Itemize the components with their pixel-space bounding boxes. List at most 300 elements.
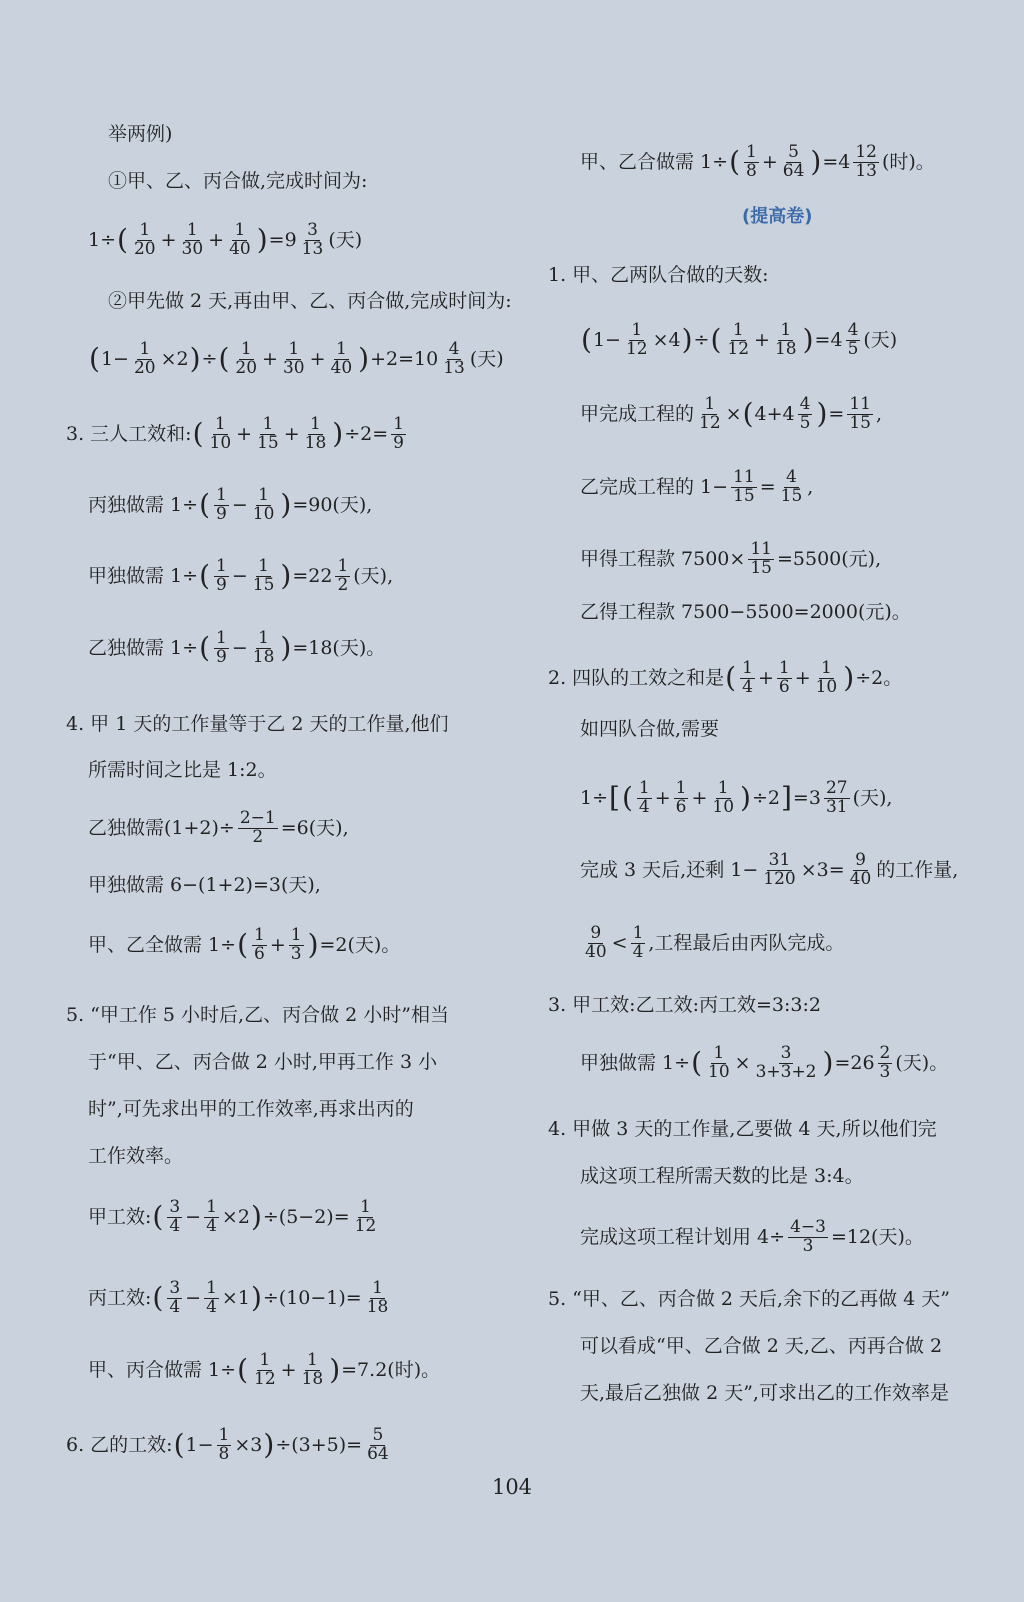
- bracket: ): [816, 397, 828, 431]
- bracket: ]: [780, 781, 792, 815]
- numerator: 1: [742, 658, 753, 678]
- denominator: 4: [638, 796, 650, 817]
- text: 完成 3 天后,还剩 1−: [580, 858, 759, 881]
- denominator: 30: [282, 357, 305, 378]
- fraction: [710, 780, 736, 817]
- text: 甲、乙合做需 1÷: [580, 150, 729, 173]
- bracket: ): [332, 417, 344, 451]
- formula-line: [548, 660, 902, 697]
- numerator: 1: [780, 320, 792, 340]
- denominator: 6: [254, 943, 265, 964]
- bracket: ): [307, 928, 319, 962]
- denominator: 9: [216, 503, 227, 524]
- fraction: [329, 341, 355, 378]
- fraction: [252, 927, 267, 964]
- fraction: [204, 1199, 219, 1236]
- text: =26: [834, 1051, 875, 1074]
- text: +: [794, 666, 811, 689]
- fraction: [180, 222, 206, 259]
- denominator: 3: [879, 1061, 891, 1082]
- text: ÷(10−1)=: [262, 1286, 362, 1309]
- text-line: [580, 720, 719, 739]
- numerator: 4: [448, 339, 460, 359]
- fraction: [744, 144, 759, 181]
- numerator: 1: [254, 925, 265, 945]
- fraction: [754, 1045, 819, 1082]
- text: 可以看成“甲、乙合做 2 天,乙、丙再合做 2: [580, 1335, 943, 1357]
- fraction: [214, 558, 229, 595]
- numerator: 1: [631, 320, 643, 340]
- formula-line: [88, 630, 385, 667]
- text: =3: [792, 786, 821, 809]
- paren: (: [117, 223, 128, 257]
- text: 1. 甲、乙两队合做的天数:: [548, 264, 769, 286]
- fraction: [674, 780, 689, 817]
- denominator: 12: [727, 338, 750, 359]
- denominator: 4: [169, 1215, 181, 1236]
- text: 甲得工程款 7500×: [580, 547, 746, 570]
- numerator: 1: [717, 778, 729, 798]
- text: 4+4: [754, 402, 795, 425]
- text: +: [208, 228, 225, 251]
- text-line: [580, 1384, 949, 1403]
- fraction: [788, 1219, 828, 1256]
- text-line: [548, 1120, 937, 1139]
- text: 乙独做需 1÷: [88, 636, 199, 659]
- formula-line: [88, 341, 504, 378]
- text: =4: [814, 328, 843, 351]
- text-line: [88, 1100, 414, 1119]
- numerator: 1: [675, 778, 687, 798]
- bracket: (: [581, 323, 592, 357]
- text: 3. 三人工效和:: [66, 422, 192, 445]
- text: 如四队合做,需要: [580, 718, 720, 740]
- text: ,: [875, 402, 882, 425]
- denominator: 20: [235, 357, 258, 378]
- text-line: [108, 125, 172, 144]
- text: ×2: [160, 347, 189, 370]
- fraction: [848, 852, 874, 889]
- text: ②甲先做 2 天,再由甲、乙、丙合做,完成时间为:: [108, 290, 512, 312]
- numerator: 1: [216, 628, 227, 648]
- denominator: 15: [849, 412, 871, 433]
- formula-line: [580, 925, 844, 962]
- text: 甲独做需 1÷: [580, 1051, 691, 1074]
- numerator: 1: [288, 339, 300, 359]
- numerator: 3: [780, 1043, 792, 1063]
- numerator: 3: [169, 1197, 181, 1217]
- formula-line: [580, 469, 813, 506]
- text: ÷2: [751, 786, 780, 809]
- bracket: (: [621, 781, 633, 815]
- numerator: 1: [206, 1278, 217, 1298]
- bracket: (: [89, 342, 100, 376]
- fraction: [779, 469, 805, 506]
- denominator: 40: [229, 238, 251, 259]
- numerator: 3: [307, 220, 318, 240]
- text: −: [185, 1286, 202, 1309]
- text: +: [262, 347, 278, 370]
- fraction: [208, 416, 234, 453]
- text-line: [66, 1006, 449, 1025]
- denominator: 2: [252, 826, 264, 847]
- denominator: 4: [632, 941, 644, 962]
- fraction: [583, 925, 609, 962]
- numerator: 9: [590, 923, 602, 943]
- bracket: [: [609, 781, 620, 815]
- formula-line: [88, 1199, 381, 1236]
- bracket: ): [822, 1046, 834, 1080]
- numerator: 1: [821, 658, 832, 678]
- denominator: 40: [330, 357, 353, 378]
- numerator: 12: [855, 142, 877, 162]
- fraction: [748, 541, 774, 578]
- text: 甲完成工程的: [580, 402, 695, 425]
- denominator: 18: [304, 432, 327, 453]
- numerator: 4−3: [790, 1217, 826, 1237]
- fraction: [281, 341, 307, 378]
- denominator: 10: [712, 796, 735, 817]
- formula-line: [88, 222, 362, 259]
- text: 天,最后乙独做 2 天”,可求出乙的工作效率是: [580, 1382, 949, 1404]
- text: (时)。: [881, 150, 935, 173]
- numerator: 31: [768, 850, 791, 870]
- text: 乙独做需(1+2)÷: [88, 816, 235, 839]
- denominator: 18: [301, 1368, 324, 1389]
- fraction: [289, 927, 304, 964]
- denominator: 15: [750, 557, 772, 578]
- fraction: [227, 222, 253, 259]
- fraction: [847, 396, 873, 433]
- numerator: 1: [638, 778, 650, 798]
- text: <: [611, 931, 628, 954]
- text: =22: [292, 564, 333, 587]
- numerator: 1: [259, 1350, 271, 1370]
- bracket: (: [237, 928, 248, 962]
- numerator: 1: [778, 658, 790, 678]
- numerator: 1: [393, 414, 404, 434]
- denominator: 5: [799, 412, 811, 433]
- formula-line: [580, 541, 881, 578]
- text: ,: [807, 475, 814, 498]
- fraction: [824, 780, 850, 817]
- denominator: 3: [802, 1235, 814, 1256]
- numerator: 3: [169, 1278, 181, 1298]
- text: ①甲、乙、丙合做,完成时间为:: [108, 170, 368, 192]
- text-line: [580, 603, 911, 622]
- text: +: [160, 228, 177, 251]
- formula-line: [580, 396, 882, 433]
- fraction: [252, 1352, 278, 1389]
- fraction: [697, 396, 723, 433]
- fraction: [740, 660, 755, 697]
- bracket: (: [173, 1428, 185, 1462]
- denominator: 12: [625, 338, 648, 359]
- fraction: [878, 1045, 893, 1082]
- text: =18(天)。: [292, 636, 386, 659]
- numerator: 4: [847, 320, 859, 340]
- text-line: [548, 996, 821, 1015]
- fraction: [761, 852, 797, 889]
- fraction: [204, 1280, 219, 1317]
- fraction: [214, 630, 229, 667]
- fraction: [441, 341, 467, 378]
- denominator: 64: [367, 1443, 389, 1464]
- denominator: 30: [181, 238, 204, 259]
- text: 5. “甲、乙、丙合做 2 天后,余下的乙再做 4 天”: [548, 1288, 950, 1310]
- text: (天),: [353, 564, 394, 587]
- text: 3. 甲工效:乙工效:丙工效=3:3:2: [548, 994, 821, 1016]
- formula-line: [580, 852, 958, 889]
- numerator: 1: [234, 220, 246, 240]
- text: −: [231, 564, 248, 587]
- formula-line: [88, 810, 349, 847]
- formula-line: [88, 487, 372, 524]
- text: (天): [863, 328, 898, 351]
- text: ×3: [234, 1433, 263, 1456]
- bracket: ): [740, 781, 751, 815]
- numerator: 27: [825, 778, 848, 798]
- text: 1÷: [580, 786, 609, 809]
- denominator: 8: [746, 160, 757, 181]
- fraction: [624, 322, 650, 359]
- fraction: [303, 416, 329, 453]
- text: 甲独做需 1÷: [88, 564, 199, 587]
- text: =6(天),: [280, 816, 349, 839]
- bracket: ): [250, 1200, 262, 1234]
- text: +: [761, 150, 778, 173]
- text: 甲独做需 6−(1+2)=3(天),: [88, 874, 321, 896]
- text: ×: [725, 402, 742, 425]
- text: 举两例): [108, 123, 173, 145]
- bracket: (: [152, 1200, 164, 1234]
- denominator: 13: [301, 238, 324, 259]
- text: =5500(元),: [776, 547, 882, 570]
- fraction: [773, 322, 799, 359]
- bracket: (: [152, 1281, 164, 1315]
- numerator: 1: [262, 414, 274, 434]
- numerator: 1: [258, 628, 269, 648]
- denominator: 15: [257, 432, 279, 453]
- fraction: [353, 1199, 379, 1236]
- denominator: 13: [855, 160, 877, 181]
- text: 的工作量,: [876, 858, 959, 881]
- formula-line: [580, 780, 892, 817]
- numerator: 1: [713, 1043, 725, 1063]
- paren: ): [256, 223, 268, 257]
- text: (天)。: [895, 1051, 949, 1074]
- fraction: [731, 469, 757, 506]
- fraction: [391, 416, 406, 453]
- text: =12(天)。: [830, 1225, 924, 1248]
- bracket: ): [329, 1353, 341, 1387]
- bracket: (: [218, 342, 230, 376]
- text: ×4: [652, 328, 681, 351]
- text: =2(天)。: [319, 933, 401, 956]
- text: =4: [822, 150, 851, 173]
- text-line: [108, 172, 367, 191]
- denominator: 4: [169, 1296, 181, 1317]
- numerator: 11: [733, 467, 755, 487]
- text: 所需时间之比是 1:2。: [88, 759, 277, 781]
- denominator: 64: [782, 160, 805, 181]
- text: =9: [268, 228, 297, 251]
- numerator: 1: [632, 923, 644, 943]
- formula-line: [580, 1045, 948, 1082]
- numerator: 1: [746, 142, 757, 162]
- denominator: 15: [733, 485, 755, 506]
- fraction: [217, 1427, 232, 1464]
- bracket: ): [250, 1281, 262, 1315]
- denominator: 9: [393, 432, 404, 453]
- text: +: [754, 328, 770, 351]
- bracket: (: [199, 488, 210, 522]
- denominator: 18: [774, 338, 797, 359]
- fraction: [814, 660, 840, 697]
- bracket: (: [710, 323, 722, 357]
- text: +2=10: [370, 347, 439, 370]
- fraction: [365, 1280, 391, 1317]
- numerator: 1: [214, 414, 226, 434]
- text: 乙完成工程的 1−: [580, 475, 729, 498]
- text-line: [88, 1053, 437, 1072]
- denominator: 31: [825, 796, 848, 817]
- fraction: [798, 396, 813, 433]
- denominator: 10: [252, 503, 275, 524]
- text: −: [231, 636, 248, 659]
- denominator: 5: [847, 338, 859, 359]
- text: =: [828, 402, 845, 425]
- text: 1−: [185, 1433, 214, 1456]
- text-line: [548, 266, 769, 285]
- numerator: 1: [258, 556, 269, 576]
- text: ×3=: [800, 858, 845, 881]
- bracket: (: [199, 559, 210, 593]
- bracket: (: [729, 145, 740, 179]
- text: 甲、乙全做需 1÷: [88, 933, 237, 956]
- numerator: 1: [360, 1197, 371, 1217]
- fraction: [637, 780, 652, 817]
- denominator: 40: [585, 941, 607, 962]
- text-line: [580, 1167, 864, 1186]
- numerator: 1: [335, 339, 347, 359]
- fraction: [781, 144, 807, 181]
- formula-line: [66, 416, 409, 453]
- bracket: (: [691, 1046, 702, 1080]
- fraction: [853, 144, 879, 181]
- text: 4. 甲做 3 天的工作量,乙要做 4 天,所以他们完: [548, 1118, 937, 1140]
- fraction: [132, 222, 158, 259]
- fraction: [251, 558, 277, 595]
- denominator: 10: [209, 432, 232, 453]
- fraction: [233, 341, 259, 378]
- text: −: [231, 493, 248, 516]
- text: ×1: [221, 1286, 250, 1309]
- fraction: [365, 1427, 391, 1464]
- text: ÷: [201, 347, 218, 370]
- numerator: 1: [310, 414, 321, 434]
- text: =90(天),: [292, 493, 373, 516]
- text-line: [580, 1337, 942, 1356]
- denominator: 4: [206, 1296, 217, 1317]
- fraction: [335, 558, 350, 595]
- bracket: ): [681, 323, 693, 357]
- fraction: [167, 1199, 182, 1236]
- text: 时”,可先求出甲的工作效率,再求出丙的: [88, 1098, 414, 1120]
- denominator: 10: [708, 1061, 730, 1082]
- bracket: ): [280, 631, 292, 665]
- numerator: 1: [372, 1278, 383, 1298]
- text: 工作效率。: [88, 1145, 184, 1167]
- text: 成这项工程所需天数的比是 3:4。: [580, 1165, 864, 1187]
- text: ÷2。: [855, 666, 903, 689]
- text: +: [283, 422, 300, 445]
- text: +: [269, 933, 286, 956]
- fraction: [725, 322, 751, 359]
- numerator: 1: [216, 556, 227, 576]
- bracket: ): [189, 342, 201, 376]
- text: +: [280, 1358, 297, 1381]
- denominator: 20: [133, 357, 156, 378]
- text: 2. 四队的工效之和是: [548, 666, 725, 689]
- formula-line: [88, 927, 400, 964]
- bracket: ): [810, 145, 822, 179]
- text: 丙独做需 1÷: [88, 493, 199, 516]
- text: (天): [328, 228, 363, 251]
- formula-line: [580, 322, 897, 359]
- text: ÷(3+5)=: [275, 1433, 363, 1456]
- fraction: [706, 1045, 732, 1082]
- numerator: 1: [139, 220, 151, 240]
- fraction: [251, 630, 277, 667]
- bracket: ): [843, 661, 855, 695]
- text: 1−: [100, 347, 129, 370]
- denominator: 9: [216, 574, 227, 595]
- text: 5. “甲工作 5 小时后,乙、丙合做 2 小时”相当: [66, 1004, 449, 1026]
- text: 完成这项工程计划用 4÷: [580, 1225, 786, 1248]
- page-number: 104: [491, 1475, 533, 1499]
- text-line: [108, 292, 512, 311]
- fraction: [631, 925, 646, 962]
- bracket: ): [802, 323, 814, 357]
- text: 丙工效:: [88, 1286, 152, 1309]
- text: +: [309, 347, 326, 370]
- bracket: ): [280, 488, 292, 522]
- text-line: [88, 761, 277, 780]
- numerator: 1: [258, 485, 269, 505]
- numerator: 5: [788, 142, 799, 162]
- denominator: 18: [252, 646, 275, 667]
- fraction: [132, 341, 158, 378]
- fraction: [300, 1352, 326, 1389]
- denominator: 12: [699, 412, 721, 433]
- text: 1−: [592, 328, 621, 351]
- numerator: 1: [704, 394, 716, 414]
- denominator: 2: [337, 574, 349, 595]
- text: ×2: [221, 1205, 250, 1228]
- denominator: 9: [216, 646, 227, 667]
- numerator: 1: [240, 339, 252, 359]
- denominator: 20: [133, 238, 156, 259]
- numerator: 4: [799, 394, 811, 414]
- numerator: 1: [206, 1197, 217, 1217]
- section-title: (提高卷): [742, 206, 813, 227]
- numerator: 1: [290, 925, 302, 945]
- text: 乙得工程款 7500−5500=2000(元)。: [580, 601, 911, 623]
- numerator: 1: [218, 1425, 230, 1445]
- denominator: 15: [780, 485, 803, 506]
- text: ÷(5−2)=: [262, 1205, 350, 1228]
